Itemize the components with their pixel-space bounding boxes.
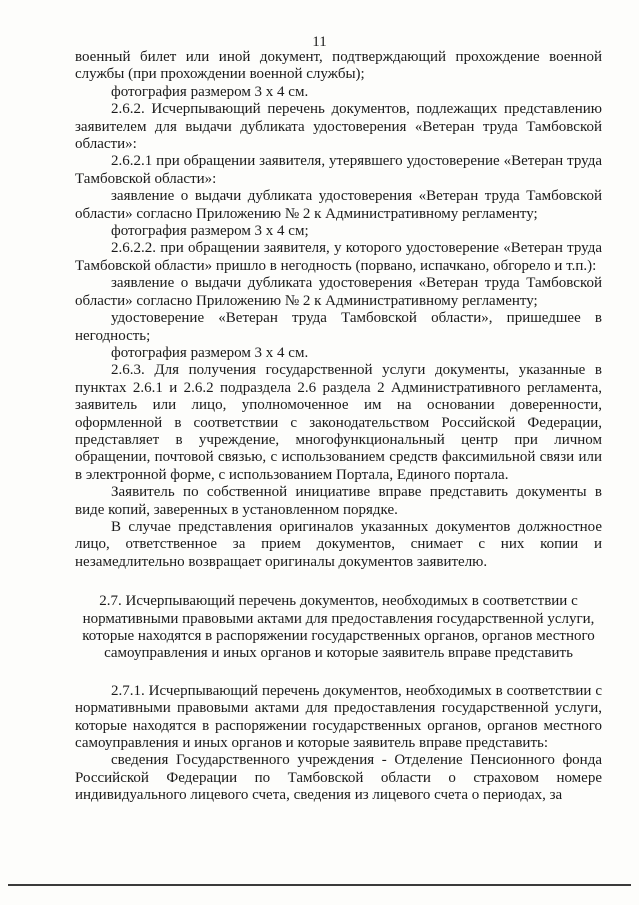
paragraphs-bottom	[75, 683, 602, 805]
paragraph: фотография размером 3 х 4 см;	[111, 223, 309, 240]
paragraph: 2.6.2. Исчерпывающий перечень документов, подлежащих представлению заявителем для выдачи дубликата удостоверения «Ветеран труда Тамбовской области»:	[75, 101, 602, 153]
paragraph: заявление о выдачи дубликата удостоверения «Ветеран труда Тамбовской области» согласно Приложению № 2 к Административному регламенту;	[75, 275, 602, 309]
paragraph: 2.6.2.2. при обращении заявителя, у которого удостоверение «Ветеран труда Тамбовской области» пришло в негодность (порвано, испачкано, обгорело и т.п.):	[75, 240, 602, 274]
document-body	[75, 49, 602, 805]
page-bottom-edge	[8, 884, 631, 886]
section-heading-2-7: 2.7. Исчерпывающий перечень документов, необходимых в соответствии с нормативными правовыми актами для предоставления государственной услуги, которые находятся в распоряжении государственных органов, органов местного самоуправления и иных органов и которые заявитель вправе представить	[82, 593, 595, 662]
paragraph: заявление о выдачи дубликата удостоверения «Ветеран труда Тамбовской области» согласно Приложению № 2 к Административному регламенту;	[75, 188, 602, 222]
page-number: 11	[312, 34, 327, 50]
paragraph: В случае представления оригиналов указанных документов должностное лицо, ответственное за прием документов, снимает с них копии и незамедлительно возвращает оригиналы документов заявителю.	[75, 518, 602, 570]
paragraph: 2.7.1. Исчерпывающий перечень документов, необходимых в соответствии с нормативными правовыми актами для предоставления государственной услуги, которые находятся в распоряжении государственных органов, органов местного самоуправления и иных органов и которые заявитель вправе представить:	[75, 682, 602, 752]
spacer	[75, 571, 602, 593]
paragraphs-top	[75, 49, 602, 571]
paragraph: 2.6.2.1 при обращении заявителя, утерявшего удостоверение «Ветеран труда Тамбовской области»:	[75, 153, 602, 187]
spacer	[75, 663, 602, 683]
paragraph: 2.6.3. Для получения государственной услуги документы, указанные в пунктах 2.6.1 и 2.6.2 подраздела 2.6 раздела 2 Административного регламента, заявитель или лицо, уполномоченное им на основании доверенности, оформленной в соответствии с законодательством Российской Федерации, представляет в учреждение, многофункциональный центр при личном обращении, почтовой связью, с использованием средств факсимильной связи или в электронной форме, с использованием Портала, Единого портала.	[75, 362, 602, 483]
paragraph: фотография размером 3 х 4 см.	[111, 83, 309, 100]
paragraph: удостоверение «Ветеран труда Тамбовской области», пришедшее в негодность;	[75, 310, 602, 344]
paragraph: военный билет или иной документ, подтверждающий прохождение военной службы (при прохождении военной службы);	[75, 49, 602, 83]
paragraph: фотография размером 3 х 4 см.	[111, 344, 309, 361]
paragraph: сведения Государственного учреждения - Отделение Пенсионного фонда Российской Федерации по Тамбовской области о страховом номере индивидуального лицевого счета, сведения из лицевого счета о периодах, за	[75, 752, 602, 804]
paragraph: Заявитель по собственной инициативе вправе представить документы в виде копий, заверенных в установленном порядке.	[75, 484, 602, 518]
